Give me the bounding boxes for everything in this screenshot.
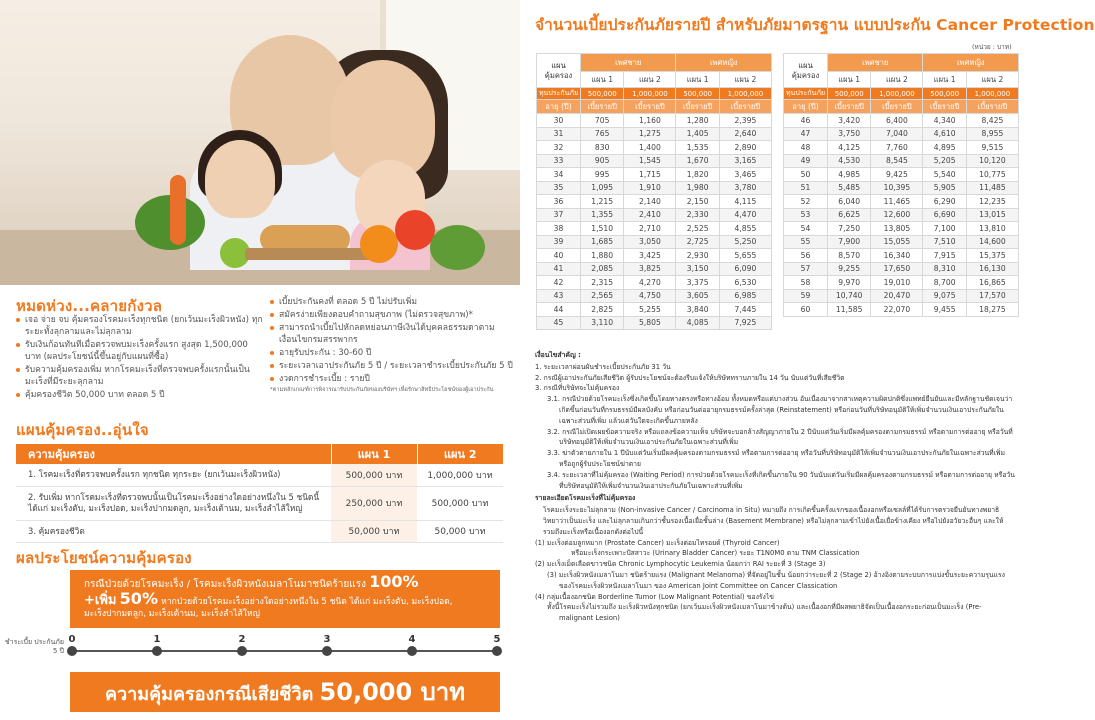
premium-cell: 2,085 (581, 262, 624, 276)
table-row (537, 303, 772, 317)
premium-cell: 9,425 (871, 168, 923, 182)
exclusion-item: (1) มะเร็งต่อมลูกหมาก (Prostate Cancer) มะเร็งต่อมไทรอยด์ (Thyroid Cancer) (535, 538, 780, 547)
premium-cell: 1,685 (581, 235, 624, 249)
condition-subitem: 3.2. กรณีไม่เปิดเผยข้อความจริง หรือแถลงข้อความเท็จ บริษัทจะบอกล้างสัญญาภายใน 2 ปีนับแต่วันเริ่มมีผลคุ้มครองตามกรมธรรม์ หรือตามการต่ออายุ หรือวันที่บริษัทอนุมัติให้เพิ่มจำนวนเงินเอาประกันภัยในเฉพาะส่วนที่เพิ่ม (547, 427, 1013, 447)
premium-cell: 2,395 (719, 114, 771, 128)
premium-cell: 6,625 (828, 208, 871, 222)
premium-cell: 2,890 (719, 141, 771, 155)
premium-cell: 6,985 (719, 289, 771, 303)
age-cell: 53 (784, 208, 828, 222)
premium-cell: 22,070 (871, 303, 923, 317)
table-row (537, 154, 772, 168)
age-cell: 57 (784, 262, 828, 276)
premium-cell: 7,040 (871, 127, 923, 141)
table-row (537, 141, 772, 155)
premium-cell: 2,725 (676, 235, 719, 249)
bullet-item: รับความคุ้มครองเพิ่ม หากโรคมะเร็งที่ตรวจพบครั้งแรกนั้นเป็นมะเร็งที่มีระยะลุกลาม (16, 364, 264, 388)
benefit-line2: หากป่วยด้วยโรคมะเร็งอย่างใดอย่างหนึ่งใน 5 ชนิด ได้แก่ มะเร็งตับ, มะเร็งปอด, (161, 597, 453, 607)
plan-section-title: แผนคุ้มครอง..อุ่นใจ (16, 421, 149, 439)
premium-cell: 6,400 (871, 114, 923, 128)
condition-item: 1. ระยะเวลาผ่อนผันชำระเบี้ยประกันภัย 31 วัน (535, 362, 671, 371)
premium-cell: 9,455 (923, 303, 966, 317)
premium-cell: 2,565 (581, 289, 624, 303)
sum-insured-row: ทุนประกันภัย 500,000 1,000,000 500,000 1,000,000 (537, 88, 772, 100)
timeline-point (407, 646, 417, 656)
premium-cell: 6,530 (719, 276, 771, 290)
premium-cell: 5,250 (719, 235, 771, 249)
age-cell: 60 (784, 303, 828, 317)
age-cell: 58 (784, 276, 828, 290)
exclusion-item: (4) กลุ่มเนื้องอกชนิด Borderline Tumor (Low Malignant Potential) ของรังไข่ (535, 592, 774, 601)
premium-cell: 2,315 (581, 276, 624, 290)
premium-cell: 1,405 (676, 127, 719, 141)
benefit-banner (70, 570, 500, 628)
table-row (784, 235, 1019, 249)
premium-cell: 17,570 (966, 289, 1018, 303)
age-cell: 39 (537, 235, 581, 249)
hdr-plan-cover: แผน คุ้มครอง (784, 54, 828, 88)
exclusion-item: (2) มะเร็งเม็ดเลือดขาวชนิด Chronic Lymphocytic Leukemia น้อยกว่า RAI ระยะที่ 3 (Stage 3) (535, 560, 826, 569)
table-row (537, 262, 772, 276)
timeline-point (67, 646, 77, 656)
unit-note: (หน่วย : บาท) (972, 43, 1012, 51)
table-row (784, 262, 1019, 276)
premium-cell: 17,650 (871, 262, 923, 276)
premium-cell: 2,410 (624, 208, 676, 222)
age-cell: 35 (537, 181, 581, 195)
premium-cell: 7,925 (719, 316, 771, 330)
benefit-pct-50: 50% (119, 589, 158, 608)
condition-subitem: 3.1. กรณีป่วยด้วยโรคมะเร็งซึ่งเกิดขึ้นโดยทางตรงหรือทางอ้อม ทั้งหมดหรือแต่บางส่วน อันเนื่องมาจากสาเหตุความผิดปกติซึ่งแพทย์ยืนยันและมีหลักฐานชัดเจนว่าเกิดขึ้นก่อนวันที่กรมธรรม์มีผลบังคับ หรือก่อนวันต่ออายุกรมธรรม์ครั้งล่าสุด (Reinstatement) หรือก่อนวันที่บริษัทอนุมัติให้เพิ่มจำนวนเงินเอาประกันภัยในเฉพาะส่วนที่เพิ่ม แล้วแต่วันใดจะเกิดขึ้นภายหลัง (547, 395, 1013, 425)
table-row (784, 114, 1019, 128)
premium-cell: 18,275 (966, 303, 1018, 317)
premium-cell: 1,880 (581, 249, 624, 263)
table-row (537, 249, 772, 263)
premium-cell: 1,275 (624, 127, 676, 141)
premium-cell: 7,760 (871, 141, 923, 155)
premium-cell: 3,425 (624, 249, 676, 263)
premium-cell: 20,470 (871, 289, 923, 303)
table-row: 3. คุ้มครองชีวิต 50,000 บาท 50,000 บาท (16, 520, 503, 542)
important-conditions (535, 350, 1015, 624)
table-row (784, 249, 1019, 263)
premium-cell: 16,340 (871, 249, 923, 263)
premium-table-ages-46-60 (783, 53, 1019, 317)
premium-cell: 12,600 (871, 208, 923, 222)
premium-cell: 1,980 (676, 181, 719, 195)
table-row (784, 154, 1019, 168)
timeline-year: 2 (238, 634, 246, 645)
age-cell: 52 (784, 195, 828, 209)
premium-table-ages-30-45 (536, 53, 772, 330)
premium-cell: 765 (581, 127, 624, 141)
table-row (537, 316, 772, 330)
death-benefit-text: ความคุ้มครองกรณีเสียชีวิต (104, 684, 314, 705)
premium-cell: 9,255 (828, 262, 871, 276)
condition-subitem: 3.4. ระยะเวลาที่ไม่คุ้มครอง (Waiting Period) การป่วยด้วยโรคมะเร็งที่เกิดขึ้นภายใน 90 วันนับแต่วันเริ่มมีผลคุ้มครองตามกรมธรรม์ หรือตามการต่ออายุ หรือวันที่บริษัทอนุมัติให้เพิ่มจำนวนเงินเอาประกันภัยในเฉพาะส่วนที่เพิ่ม (547, 470, 1015, 490)
premium-cell: 3,605 (676, 289, 719, 303)
timeline-point (152, 646, 162, 656)
premium-cell: 8,310 (923, 262, 966, 276)
age-cell: 42 (537, 276, 581, 290)
table-row (537, 222, 772, 236)
premium-cell: 705 (581, 114, 624, 128)
premium-cell: 7,250 (828, 222, 871, 236)
premium-cell: 2,330 (676, 208, 719, 222)
premium-cell: 6,090 (719, 262, 771, 276)
age-header-row: อายุ (ปี) เบี้ยรายปี เบี้ยรายปี เบี้ยรายปี เบี้ยรายปี (537, 100, 772, 114)
table-row (784, 181, 1019, 195)
premium-cell: 905 (581, 154, 624, 168)
premium-cell: 13,810 (966, 222, 1018, 236)
premium-cell: 1,715 (624, 168, 676, 182)
premium-cell: 3,050 (624, 235, 676, 249)
premium-cell: 10,395 (871, 181, 923, 195)
table-row: 1. โรคมะเร็งที่ตรวจพบครั้งแรก ทุกชนิด ทุกระยะ (ยกเว้นมะเร็งผิวหนัง) 500,000 บาท 1,000,000 บาท (16, 464, 503, 486)
premium-cell: 2,825 (581, 303, 624, 317)
premium-cell: 16,865 (966, 276, 1018, 290)
table-row (784, 289, 1019, 303)
premium-cell: 15,055 (871, 235, 923, 249)
premium-cell: 1,215 (581, 195, 624, 209)
premium-cell: 4,530 (828, 154, 871, 168)
table-row (537, 181, 772, 195)
death-benefit-banner (70, 672, 500, 712)
hdr-male: เพศชาย (581, 54, 676, 72)
condition-item: 2. กรณีผู้เอาประกันภัยเสียชีวิต ผู้รับประโยชน์จะต้องรีบแจ้งให้บริษัททราบภายใน 14 วัน นับแต่วันที่เสียชีวิต (535, 373, 845, 382)
age-cell: 37 (537, 208, 581, 222)
premium-cell: 1,355 (581, 208, 624, 222)
age-cell: 59 (784, 289, 828, 303)
hdr-plan2: แผน 2 (719, 72, 771, 88)
sum-insured-row: ทุนประกันภัย 500,000 1,000,000 500,000 1,000,000 (784, 88, 1019, 100)
table-row (537, 289, 772, 303)
premium-cell: 2,640 (719, 127, 771, 141)
premium-cell: 13,805 (871, 222, 923, 236)
premium-cell: 10,740 (828, 289, 871, 303)
care-bullets-left (16, 314, 264, 402)
premium-cell: 3,110 (581, 316, 624, 330)
benefit-line3: มะเร็งปากมดลูก, มะเร็งเต้านม, มะเร็งลำไส้ใหญ่ (84, 609, 260, 619)
premium-cell: 4,085 (676, 316, 719, 330)
table-row (784, 168, 1019, 182)
hdr-plan1: แผน 1 (581, 72, 624, 88)
payment-timeline (0, 636, 520, 672)
premium-cell: 9,075 (923, 289, 966, 303)
bullet-item: ระยะเวลาเอาประกันภัย 5 ปี / ระยะเวลาชำระเบี้ยประกันภัย 5 ปี (270, 360, 520, 372)
care-bullets-right (270, 296, 520, 395)
bullet-item: เบี้ยประกันคงที่ ตลอด 5 ปี ไม่ปรับเพิ่ม (270, 296, 520, 308)
premium-cell: 3,165 (719, 154, 771, 168)
premium-cell: 6,690 (923, 208, 966, 222)
bullet-item: สามารถนำเบี้ยไปหักลดหย่อนภาษีเงินได้บุคคลธรรมดาตามเงื่อนไขกรมสรรพากร (270, 322, 520, 346)
bullet-item: คุ้มครองชีวิต 50,000 บาท ตลอด 5 ปี (16, 389, 264, 401)
table-row (537, 276, 772, 290)
premium-cell: 15,375 (966, 249, 1018, 263)
premium-cell: 4,470 (719, 208, 771, 222)
age-cell: 30 (537, 114, 581, 128)
age-cell: 48 (784, 141, 828, 155)
benefit-plus: +เพิ่ม (84, 593, 117, 608)
premium-cell: 16,130 (966, 262, 1018, 276)
exclusion-item: ทั้งนี้โรคมะเร็งไม่รวมถึง มะเร็งผิวหนังทุกชนิด (ยกเว้นมะเร็งผิวหนังเมลาโนมาข้างต้น) และเนื้องอกที่มีผลพยาธิจัดเป็นเนื้องอกระยะก่อนเป็นมะเร็ง (Pre-malignant Lesion) (547, 603, 982, 623)
bullet-item: สมัครง่ายเพียงตอบคำถามสุขภาพ (ไม่ตรวจสุขภาพ)* (270, 309, 520, 321)
age-cell: 43 (537, 289, 581, 303)
premium-cell: 6,290 (923, 195, 966, 209)
table-row (784, 222, 1019, 236)
premium-cell: 1,400 (624, 141, 676, 155)
table-row (784, 195, 1019, 209)
premium-cell: 9,515 (966, 141, 1018, 155)
premium-cell: 1,095 (581, 181, 624, 195)
col-plan2: แผน 2 (417, 444, 503, 464)
premium-cell: 8,545 (871, 154, 923, 168)
premium-cell: 4,270 (624, 276, 676, 290)
premium-cell: 4,895 (923, 141, 966, 155)
premium-cell: 1,510 (581, 222, 624, 236)
premium-cell: 5,540 (923, 168, 966, 182)
table-row (784, 303, 1019, 317)
timeline-year: 0 (68, 634, 76, 645)
hdr-male: เพศชาย (828, 54, 923, 72)
hdr-plan2: แผน 2 (966, 72, 1018, 88)
age-cell: 47 (784, 127, 828, 141)
premium-cell: 6,040 (828, 195, 871, 209)
bullet-item: อายุรับประกัน : 30-60 ปี (270, 347, 520, 359)
premium-cell: 2,525 (676, 222, 719, 236)
table-row: 2. รับเพิ่ม หากโรคมะเร็งที่ตรวจพบนั้นเป็นโรคมะเร็งอย่างใดอย่างหนึ่งใน 5 ชนิดนี้ ได้แก่ มะเร็งตับ, มะเร็งปอด, มะเร็งปากมดลูก, มะเร็งเต้านม, มะเร็งลำไส้ใหญ่ 250,000 บาท 500,000 บาท (16, 486, 503, 520)
premium-cell: 2,930 (676, 249, 719, 263)
age-cell: 40 (537, 249, 581, 263)
conditions-heading: เงื่อนไขสำคัญ : (535, 351, 581, 359)
premium-cell: 19,010 (871, 276, 923, 290)
premium-cell: 7,915 (923, 249, 966, 263)
premium-cell: 4,340 (923, 114, 966, 128)
premium-cell: 1,535 (676, 141, 719, 155)
hdr-plan2: แผน 2 (624, 72, 676, 88)
exclusion-item: หรือมะเร็งกระเพาะปัสสาวะ (Urinary Bladder Cancer) ระยะ T1N0M0 ตาม TNM Classication (571, 549, 860, 558)
premium-cell: 1,670 (676, 154, 719, 168)
premium-cell: 3,375 (676, 276, 719, 290)
care-footnote: *ตามหลักเกณฑ์การพิจารณารับประกันภัยของบริษัทฯ เพื่อรักษาสิทธิประโยชน์ของผู้เอาประกัน (270, 387, 494, 393)
age-cell: 54 (784, 222, 828, 236)
hdr-female: เพศหญิง (923, 54, 1019, 72)
timeline-point (492, 646, 502, 656)
age-cell: 51 (784, 181, 828, 195)
premium-cell: 8,570 (828, 249, 871, 263)
premium-cell: 3,750 (828, 127, 871, 141)
table-row (784, 127, 1019, 141)
exclusion-heading: รายละเอียดโรคมะเร็งที่ไม่คุ้มครอง (535, 494, 636, 503)
age-cell: 56 (784, 249, 828, 263)
premium-cell: 2,140 (624, 195, 676, 209)
premium-cell: 8,700 (923, 276, 966, 290)
timeline-year: 5 (493, 634, 501, 645)
table-row (537, 168, 772, 182)
timeline-label: ชำระเบี้ย ประกันภัย 5 ปี (4, 638, 64, 655)
hdr-plan-cover: แผน คุ้มครอง (537, 54, 581, 88)
table-row (537, 114, 772, 128)
premium-cell: 4,750 (624, 289, 676, 303)
condition-subitem: 3.3. ฆ่าตัวตายภายใน 1 ปีนับแต่วันเริ่มมีผลคุ้มครองตามกรมธรรม์ หรือตามการต่ออายุ หรือวันที่บริษัทอนุมัติให้เพิ่มจำนวนเงินเอาประกันภัยในเฉพาะส่วนที่เพิ่ม หรือถูกผู้รับประโยชน์ฆ่าตาย (547, 449, 1005, 468)
hdr-plan2: แผน 2 (871, 72, 923, 88)
hdr-plan1: แผน 1 (676, 72, 719, 88)
hdr-plan1: แผน 1 (923, 72, 966, 88)
premium-cell: 7,445 (719, 303, 771, 317)
premium-cell: 4,115 (719, 195, 771, 209)
premium-cell: 2,710 (624, 222, 676, 236)
age-cell: 45 (537, 316, 581, 330)
premium-cell: 830 (581, 141, 624, 155)
age-cell: 33 (537, 154, 581, 168)
premium-cell: 7,510 (923, 235, 966, 249)
age-cell: 38 (537, 222, 581, 236)
age-cell: 41 (537, 262, 581, 276)
condition-item: 3. กรณีที่บริษัทจะไม่คุ้มครอง (535, 384, 620, 393)
premium-cell: 12,235 (966, 195, 1018, 209)
table-row (784, 276, 1019, 290)
premium-cell: 5,655 (719, 249, 771, 263)
bullet-item: รับเงินก้อนทันทีเมื่อตรวจพบมะเร็งครั้งแรก สูงสุด 1,500,000 บาท (ผลประโยชน์นี้ขึ้นอยู่กับแผนที่ซื้อ) (16, 339, 264, 363)
age-cell: 46 (784, 114, 828, 128)
timeline-year: 1 (153, 634, 161, 645)
age-cell: 49 (784, 154, 828, 168)
premium-cell: 4,855 (719, 222, 771, 236)
premium-cell: 5,205 (923, 154, 966, 168)
family-kitchen-photo (0, 0, 520, 285)
benefit-line1: กรณีป่วยด้วยโรคมะเร็ง / โรคมะเร็งผิวหนังเมลาโนมาชนิดร้ายแรง (84, 579, 366, 590)
premium-cell: 3,420 (828, 114, 871, 128)
table-row (784, 208, 1019, 222)
age-cell: 31 (537, 127, 581, 141)
timeline-point (237, 646, 247, 656)
premium-cell: 1,820 (676, 168, 719, 182)
premium-cell: 5,485 (828, 181, 871, 195)
bullet-item: เจอ จ่าย จบ คุ้มครองโรคมะเร็งทุกชนิด (ยกเว้นมะเร็งผิวหนัง) ทุกระยะทั้งลุกลามและไม่ลุกลาม (16, 314, 264, 338)
premium-cell: 1,545 (624, 154, 676, 168)
premium-cell: 10,120 (966, 154, 1018, 168)
benefit-section-title: ผลประโยชน์ความคุ้มครอง (16, 549, 192, 567)
benefit-pct-100: 100% (369, 572, 419, 591)
premium-cell: 11,585 (828, 303, 871, 317)
table-row (537, 127, 772, 141)
care-section-title: หมดห่วง...คลายกังวล (16, 297, 163, 315)
age-cell: 32 (537, 141, 581, 155)
age-cell: 36 (537, 195, 581, 209)
age-cell: 55 (784, 235, 828, 249)
hdr-female: เพศหญิง (676, 54, 772, 72)
premium-cell: 11,485 (966, 181, 1018, 195)
timeline-year: 4 (408, 634, 416, 645)
premium-cell: 1,910 (624, 181, 676, 195)
premium-cell: 4,610 (923, 127, 966, 141)
premium-cell: 995 (581, 168, 624, 182)
premium-cell: 1,280 (676, 114, 719, 128)
premium-cell: 13,015 (966, 208, 1018, 222)
timeline-year: 3 (323, 634, 331, 645)
premium-cell: 5,905 (923, 181, 966, 195)
premium-cell: 1,160 (624, 114, 676, 128)
premium-cell: 7,900 (828, 235, 871, 249)
premium-cell: 8,955 (966, 127, 1018, 141)
age-cell: 34 (537, 168, 581, 182)
timeline-point (322, 646, 332, 656)
hdr-plan1: แผน 1 (828, 72, 871, 88)
age-cell: 50 (784, 168, 828, 182)
premium-cell: 3,150 (676, 262, 719, 276)
table-row (537, 195, 772, 209)
premium-cell: 3,780 (719, 181, 771, 195)
premium-cell: 10,775 (966, 168, 1018, 182)
col-plan1: แผน 1 (331, 444, 417, 464)
exclusion-item: (3) มะเร็งผิวหนังเมลาโนมา ชนิดร้ายแรง (Malignant Melanoma) ที่จัดอยู่ในชั้น น้อยกว่าระยะที่ 2 (Stage 2) อ้างอิงตามระบบการแบ่งขั้นระยะความรุนแรงของโรคมะเร็งผิวหนังเมลาโนมา ของ American Joint Committee on Cancer Classication (547, 570, 1005, 590)
age-cell: 44 (537, 303, 581, 317)
exclusion-item: โรคมะเร็งระยะไม่ลุกลาม (Non-invasive Cancer / Carcinoma in Situ) หมายถึง การเกิดขึ้นครั้งแรกของเนื้องอกหรือเซลล์ที่ได้รับการตรวจยืนยันทางพยาธิวิทยาว่าเป็นมะเร็ง และไม่ลุกลามเกินกว่าชั้นรองเนื้อเยื่อชั้นล่าง (Basement Membrane) หรือไม่ลุกลามเข้าไปยังเนื้อเยื่อข้างเคียง หรือไปยังอวัยวะอื่นๆ และให้รวมถึงมะเร็งหรือเนื้องอกดังต่อไปนี้ (543, 506, 1004, 536)
premium-cell: 8,425 (966, 114, 1018, 128)
premium-cell: 11,465 (871, 195, 923, 209)
premium-cell: 3,825 (624, 262, 676, 276)
death-benefit-amount: 50,000 บาท (319, 678, 466, 706)
premium-cell: 9,970 (828, 276, 871, 290)
premium-cell: 3,840 (676, 303, 719, 317)
premium-cell: 2,150 (676, 195, 719, 209)
premium-cell: 7,100 (923, 222, 966, 236)
table-row (537, 235, 772, 249)
premium-cell: 3,465 (719, 168, 771, 182)
table-row (537, 208, 772, 222)
table-row (784, 141, 1019, 155)
col-coverage: ความคุ้มครอง (16, 444, 331, 464)
premium-cell: 4,125 (828, 141, 871, 155)
age-header-row: อายุ (ปี) เบี้ยรายปี เบี้ยรายปี เบี้ยรายปี เบี้ยรายปี (784, 100, 1019, 114)
premium-cell: 4,985 (828, 168, 871, 182)
premium-cell: 14,600 (966, 235, 1018, 249)
premium-cell: 5,805 (624, 316, 676, 330)
premium-title: จำนวนเบี้ยประกันภัยรายปี สำหรับภัยมาตรฐาน แบบประกัน Cancer Protection (535, 16, 1095, 34)
premium-cell: 5,255 (624, 303, 676, 317)
bullet-item: งวดการชำระเบี้ย : รายปี (270, 373, 520, 385)
coverage-plan-table (16, 444, 503, 543)
